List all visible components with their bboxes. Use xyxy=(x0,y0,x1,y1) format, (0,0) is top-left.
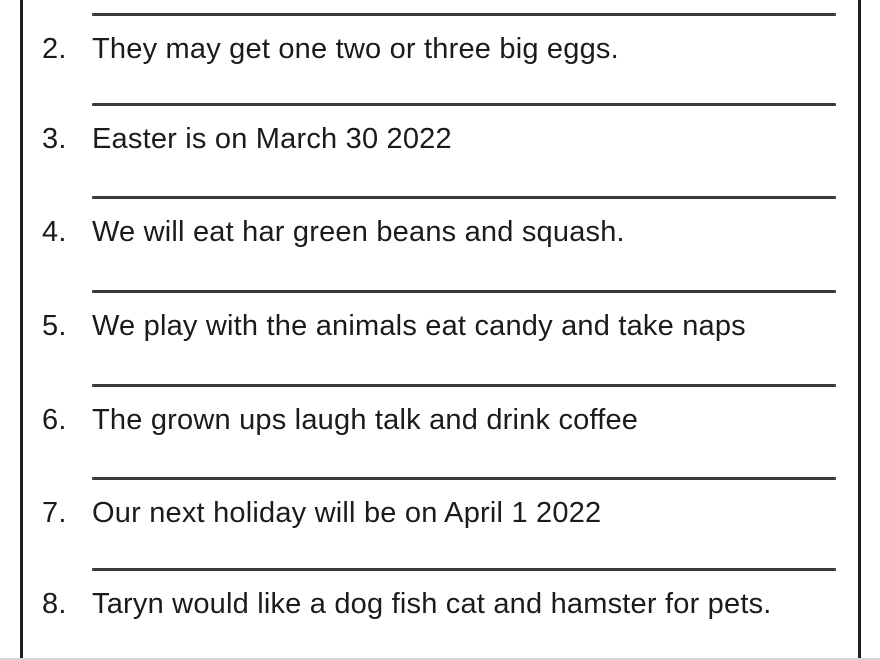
item-sentence: They may get one two or three big eggs. xyxy=(92,33,619,65)
item-number: 6. xyxy=(42,404,67,436)
worksheet-row xyxy=(0,13,880,105)
worksheet-row xyxy=(0,384,880,476)
worksheet-row xyxy=(0,103,880,195)
answer-line xyxy=(92,477,836,480)
item-sentence: Taryn would like a dog fish cat and hamster for pets. xyxy=(92,588,772,620)
answer-line xyxy=(92,568,836,571)
answer-line xyxy=(92,196,836,199)
worksheet-row xyxy=(0,290,880,382)
item-sentence: Easter is on March 30 2022 xyxy=(92,123,452,155)
item-number: 5. xyxy=(42,310,67,342)
item-sentence: We will eat har green beans and squash. xyxy=(92,216,625,248)
item-number: 8. xyxy=(42,588,67,620)
worksheet-row xyxy=(0,568,880,660)
worksheet-row xyxy=(0,477,880,569)
answer-line xyxy=(92,103,836,106)
item-number: 7. xyxy=(42,497,67,529)
item-sentence: The grown ups laugh talk and drink coffee xyxy=(92,404,639,436)
item-number: 3. xyxy=(42,123,67,155)
answer-line xyxy=(92,384,836,387)
worksheet-row xyxy=(0,196,880,288)
item-sentence: We play with the animals eat candy and take naps xyxy=(92,310,746,342)
answer-line xyxy=(92,290,836,293)
item-number: 2. xyxy=(42,33,67,65)
item-number: 4. xyxy=(42,216,67,248)
item-sentence: Our next holiday will be on April 1 2022 xyxy=(92,497,602,529)
answer-line xyxy=(92,13,836,16)
